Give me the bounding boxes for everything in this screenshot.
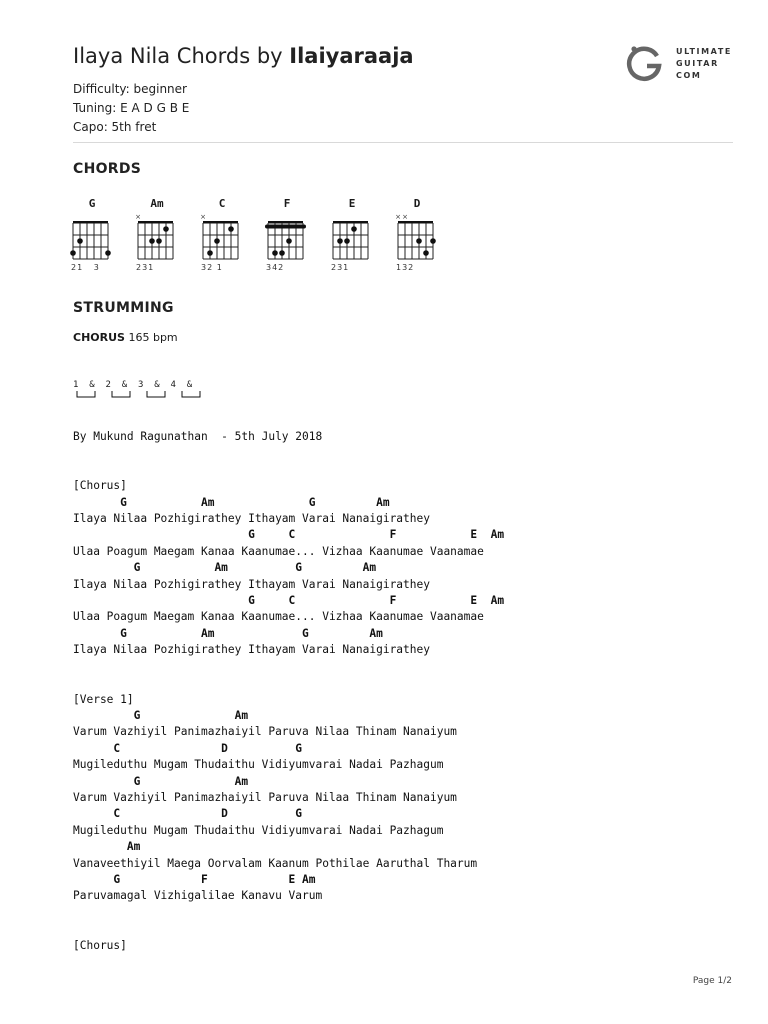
chord-line: G F E Am — [73, 872, 316, 886]
lyric-line: Ilaya Nilaa Pozhigirathey Ithayam Varai Nanaigirathey — [73, 643, 430, 657]
song-title — [73, 44, 414, 68]
chord-diagram — [387, 211, 447, 263]
chord-am[interactable] — [127, 197, 187, 277]
tuning: Tuning: E A D G B E — [73, 101, 190, 115]
finger-dot — [416, 238, 422, 244]
chord-line: G C F E Am — [73, 528, 505, 542]
chord-g[interactable] — [62, 197, 122, 277]
lyric-line: Vanaveethiyil Maega Oorvalam Kaanum Pothilae Aaruthal Tharum — [73, 856, 478, 870]
chord-name: Am — [150, 197, 164, 210]
strum-pattern-marks — [73, 389, 213, 401]
chord-diagram — [322, 211, 382, 263]
chord-name: E — [348, 197, 356, 210]
finger-dot — [279, 250, 285, 256]
strum-bpm: 165 bpm — [128, 331, 178, 344]
lyric-line: Mugileduthu Mugam Thudaithu Vidiyumvarai Nadai Pazhagum — [73, 823, 444, 837]
chord-fingering: 132 — [396, 263, 415, 272]
artist-name[interactable]: Ilaiyaraaja — [289, 44, 414, 68]
finger-dot — [156, 238, 162, 244]
chord-line: C D G — [73, 741, 303, 755]
finger-dot — [105, 250, 111, 256]
finger-dot — [430, 238, 436, 244]
logo-text: ULTIMATE GUITAR COM — [676, 47, 732, 80]
chord-fingering: 32 1 — [201, 263, 223, 272]
lyric-line — [73, 921, 504, 937]
finger-dot — [214, 238, 220, 244]
chord-fingering: 231 — [331, 263, 350, 272]
ultimate-guitar-logo-icon — [626, 44, 666, 84]
lyric-line: [Verse 1] — [73, 692, 134, 706]
strumming-heading: STRUMMING — [73, 300, 174, 316]
lyric-line — [73, 659, 504, 675]
header-divider — [73, 142, 733, 143]
chord-fingering: 21 3 — [71, 263, 100, 272]
finger-dot — [77, 238, 83, 244]
lyric-line: Varum Vazhiyil Panimazhaiyil Paruva Nilaa Thinam Nanaiyum — [73, 790, 457, 804]
finger-dot — [337, 238, 343, 244]
strum-part-name: CHORUS — [73, 331, 125, 344]
chord-d[interactable] — [387, 197, 447, 277]
muted-string-icon: × — [200, 213, 206, 221]
lyric-line: Varum Vazhiyil Panimazhaiyil Paruva Nilaa Thinam Nanaiyum — [73, 725, 457, 739]
chord-nut — [333, 221, 368, 224]
lyric-line: Ulaa Poagum Maegam Kanaa Kaanumae... Vizhaa Kaanumae Vaanamae — [73, 610, 484, 624]
page-number: Page 1/2 — [692, 976, 732, 986]
chord-diagram — [192, 211, 252, 263]
chord-name: D — [413, 197, 421, 210]
lyric-line: Paruvamagal Vizhigalilae Kanavu Varum — [73, 889, 323, 903]
lyric-line: [Chorus] — [73, 938, 127, 952]
lyric-line: [Chorus] — [73, 479, 127, 493]
lyric-line: By Mukund Ragunathan - 5th July 2018 — [73, 430, 323, 443]
difficulty: Difficulty: beginner — [73, 82, 187, 96]
ultimate-guitar-logo[interactable] — [626, 44, 736, 84]
chord-nut — [398, 221, 433, 224]
chord-fingering: 231 — [136, 263, 155, 272]
strum-part — [73, 331, 178, 344]
lyric-line: Mugileduthu Mugam Thudaithu Vidiyumvarai Nadai Pazhagum — [73, 758, 444, 772]
finger-dot — [207, 250, 213, 256]
chord-nut — [138, 221, 173, 224]
chord-diagram — [257, 211, 317, 263]
song-name: Ilaya Nila Chords by — [73, 44, 283, 68]
chord-line: C D G — [73, 807, 303, 821]
chord-f[interactable] — [257, 197, 317, 277]
finger-dot — [149, 238, 155, 244]
finger-dot — [70, 250, 76, 256]
chord-line: G C F E Am — [73, 594, 505, 608]
chord-name: G — [88, 197, 96, 210]
chord-barre — [265, 225, 306, 229]
chord-diagram — [62, 211, 122, 263]
tab-content — [73, 429, 504, 954]
chord-nut — [73, 221, 108, 224]
lyric-line — [73, 445, 504, 461]
lyric-line — [73, 905, 504, 921]
finger-dot — [163, 226, 169, 232]
chord-nut — [268, 221, 303, 224]
finger-dot — [423, 250, 429, 256]
finger-dot — [286, 238, 292, 244]
lyric-line: Ilaya Nilaa Pozhigirathey Ithayam Varai Nanaigirathey — [73, 512, 430, 526]
chords-heading: CHORDS — [73, 161, 142, 177]
chord-name: C — [218, 197, 226, 210]
muted-string-icon: × — [402, 213, 408, 221]
muted-string-icon: × — [135, 213, 141, 221]
finger-dot — [228, 226, 234, 232]
chord-line: G Am G Am — [73, 561, 377, 575]
chord-c[interactable] — [192, 197, 252, 277]
finger-dot — [344, 238, 350, 244]
muted-string-icon: × — [395, 213, 401, 221]
lyric-line: Ilaya Nilaa Pozhigirathey Ithayam Varai Nanaigirathey — [73, 577, 430, 591]
lyric-line — [73, 675, 504, 691]
chord-nut — [203, 221, 238, 224]
chord-line: G Am — [73, 774, 249, 788]
finger-dot — [351, 226, 357, 232]
finger-dot — [272, 250, 278, 256]
strum-beats: 1 & 2 & 3 & 4 & — [73, 380, 193, 390]
chord-line: Am — [73, 840, 141, 854]
chord-line: G Am — [73, 708, 249, 722]
capo: Capo: 5th fret — [73, 120, 157, 134]
chord-e[interactable] — [322, 197, 382, 277]
chord-name: F — [283, 197, 291, 210]
chord-line: G Am G Am — [73, 495, 390, 509]
chord-line: G Am G Am — [73, 626, 383, 640]
lyric-line — [73, 462, 504, 478]
chord-diagram — [127, 211, 187, 263]
lyric-line: Ulaa Poagum Maegam Kanaa Kaanumae... Vizhaa Kaanumae Vaanamae — [73, 544, 484, 558]
chord-fingering: 342 — [266, 263, 285, 272]
